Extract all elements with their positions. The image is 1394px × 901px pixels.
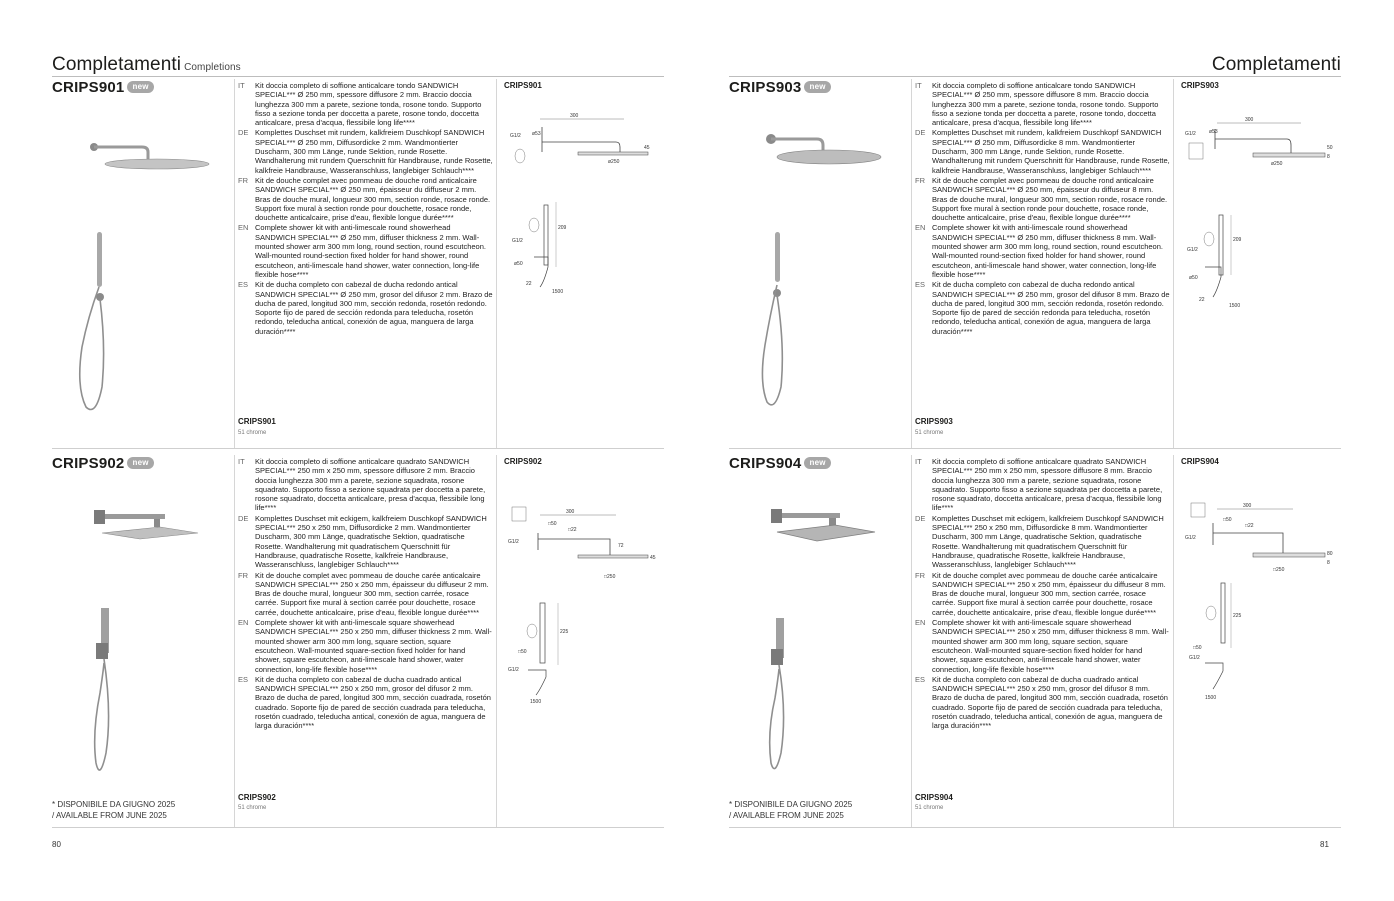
drawing-title: CRIPS901 bbox=[504, 81, 542, 90]
dim-arm: 300 bbox=[1243, 503, 1252, 509]
desc-it: Kit doccia completo di soffione anticalcare quadrato SANDWICH SPECIAL*** 250 mm x 250 mm, spessore diffusore 2 mm. Braccio doccia lunghezza 300 mm a parete, sezione squadrata, rosone squadrato. Supporto fisso a sezione squadrata per doccetta a parete, rosone squadrato, doccetta anticalcare, presa d'acqua, flessibile long life**** bbox=[255, 457, 486, 513]
square-shower-arm-photo bbox=[90, 503, 200, 543]
dim-hs-height: 209 bbox=[1233, 237, 1242, 243]
round-shower-arm-photo bbox=[82, 132, 212, 172]
model-code: CRIPS903 bbox=[915, 417, 953, 426]
lang-en: EN bbox=[238, 223, 249, 233]
availability-it: * DISPONIBILE DA GIUGNO 2025 bbox=[729, 800, 853, 809]
dim-arm: 300 bbox=[1245, 117, 1254, 123]
finish-label: 51 chrome bbox=[915, 430, 944, 436]
dim-small: □22 bbox=[1245, 523, 1254, 529]
dim-hose: 1500 bbox=[1229, 303, 1241, 309]
description-block bbox=[915, 457, 1170, 732]
dim-outlet: G1/2 bbox=[1185, 131, 1196, 137]
lang-fr: FR bbox=[238, 175, 248, 185]
model-code: CRIPS902 bbox=[238, 793, 276, 802]
lang-it: IT bbox=[238, 457, 245, 466]
dim-height: 50 bbox=[1327, 145, 1333, 151]
lang-de: DE bbox=[238, 128, 249, 138]
hand-shower-photo bbox=[90, 603, 130, 788]
model-code: CRIPS901 bbox=[238, 417, 276, 426]
desc-es: Kit de ducha completo con cabezal de ducha redondo antical SANDWICH SPECIAL*** Ø 250 mm, grosor del difusor 8 mm. Brazo de ducha de pared, longitud 300 mm, sección redonda, rosetón redondo. Soporte fijo de pared de sección redonda para teleducha, rosetón redondo, teleducha antical, conexión de agua, manguera de larga duración**** bbox=[932, 280, 1170, 336]
desc-de: Komplettes Duschset mit rundem, kalkfreiem Duschkopf SANDWICH SPECIAL*** Ø 250 mm, Diffusordicke 2 mm. Wandmontierter Duscharm, 300 mm Länge, runde Sektion, runde Rosette. Wandhalterung mit rundem Querschnitt für Handbrause, runde Rosette, kalkfreie Handbrause, Wasseranschluss, langlebiger Schlauch**** bbox=[255, 128, 493, 175]
desc-fr: Kit de douche complet avec pommeau de douche rond anticalcaire SANDWICH SPECIAL*** Ø 250 mm, épaisseur du diffuseur 8 mm. Bras de douche mural, longueur 300 mm, section ronde, rosace ronde. Support fixe mural à section ronde pour douchette, rosace ronde, douchette anticalcaire, prise d'eau, flexible longue durée**** bbox=[932, 175, 1168, 223]
availability-it: * DISPONIBILE DA GIUGNO 2025 bbox=[52, 800, 176, 809]
column-divider bbox=[911, 455, 912, 827]
dim-side: 8 bbox=[1327, 560, 1330, 566]
lang-it: IT bbox=[238, 81, 245, 90]
drawing-title: CRIPS903 bbox=[1181, 81, 1219, 90]
product-code: CRIPS904 new bbox=[729, 455, 831, 472]
lang-en: EN bbox=[915, 223, 926, 233]
availability-note bbox=[729, 799, 852, 821]
lang-de: DE bbox=[915, 513, 926, 523]
desc-fr: Kit de douche complet avec pommeau de douche carée anticalcaire SANDWICH SPECIAL*** 250 x 250 mm, épaisseur du diffuseur 2 mm. Bras de douche mural, longueur 300 mm, section carrée, rosace carrée. Support fixe mural à section carrée pour douchette, rosace carrée, douchette anticalcaire, prise d'eau, flexible longue durée**** bbox=[255, 570, 489, 617]
page-header bbox=[1212, 54, 1341, 76]
product-crips903 bbox=[729, 77, 1341, 449]
header-subtitle: Completions bbox=[184, 62, 241, 73]
desc-it: Kit doccia completo di soffione anticalcare tondo SANDWICH SPECIAL*** Ø 250 mm, spessore diffusore 2 mm. Braccio doccia lunghezza 300 mm a parete, sezione tonda, rosone tondo. Supporto fisso a sezione tonda per doccetta a parete, rosone tondo, doccetta anticalcare, presa d'acqua, flessibile long life**** bbox=[255, 81, 482, 128]
description-block bbox=[915, 81, 1170, 337]
hand-shower-photo bbox=[759, 227, 819, 417]
lang-fr: FR bbox=[915, 175, 925, 185]
header-title: Completamenti bbox=[52, 54, 182, 75]
dim-hose: 1500 bbox=[1205, 695, 1217, 701]
technical-drawing bbox=[1181, 503, 1331, 713]
column-divider bbox=[1173, 79, 1174, 448]
technical-drawing bbox=[1181, 115, 1331, 310]
desc-fr: Kit de douche complet avec pommeau de douche rond anticalcaire SANDWICH SPECIAL*** Ø 250 mm, épaisseur du diffuseur 2 mm. Bras de douche mural, longueur 300 mm, section ronde, rosace ronde. Support fixe mural à section ronde pour douchette, rosace ronde, douchette anticalcaire, prise d'eau, flexible longue durée**** bbox=[255, 175, 491, 223]
dim-hs-rosette: □50 bbox=[518, 649, 527, 655]
dim-hs-depth: 22 bbox=[1199, 297, 1205, 303]
new-badge: new bbox=[127, 457, 153, 469]
dim-hs-outlet: G1/2 bbox=[508, 667, 519, 673]
description-block bbox=[238, 81, 493, 337]
desc-it: Kit doccia completo di soffione anticalcare tondo SANDWICH SPECIAL*** Ø 250 mm, spessore diffusore 8 mm. Braccio doccia lunghezza 300 mm a parete, sezione tonda, rosone tondo. Supporto fisso a sezione tonda per doccetta a parete, rosone tondo, doccetta anticalcare, presa d'acqua, flessibile long life**** bbox=[932, 81, 1159, 128]
dim-height: 45 bbox=[644, 145, 650, 151]
new-badge: new bbox=[804, 457, 830, 469]
technical-drawing bbox=[504, 107, 654, 307]
dim-hs-height: 209 bbox=[558, 225, 567, 231]
dim-hs-outlet: G1/2 bbox=[512, 238, 523, 244]
lang-fr: FR bbox=[915, 570, 925, 580]
lang-es: ES bbox=[915, 674, 926, 684]
desc-es: Kit de ducha completo con cabezal de ducha cuadrado antical SANDWICH SPECIAL*** 250 x 250 mm, grosor del difusor 2 mm. Brazo de ducha de pared, longitud 300 mm, sección cuadrada, rosetón cuadrado. Soporte fijo de pared de sección cuadrada para teleducha, rosetón cuadrado, teleducha antical, conexión de agua, manguera de larga duración**** bbox=[255, 674, 491, 731]
lang-de: DE bbox=[238, 513, 249, 523]
dim-hs-outlet: G1/2 bbox=[1187, 247, 1198, 253]
dim-rosette: ø53 bbox=[1209, 129, 1218, 135]
dim-outlet: G1/2 bbox=[1185, 535, 1196, 541]
model-code: CRIPS904 bbox=[915, 793, 953, 802]
finish-label: 51 chrome bbox=[915, 805, 944, 811]
dim-hs-outlet: G1/2 bbox=[1189, 655, 1200, 661]
column-divider bbox=[1173, 455, 1174, 827]
description-block bbox=[238, 457, 493, 732]
dim-head: □250 bbox=[604, 574, 616, 580]
lang-fr: FR bbox=[238, 570, 248, 580]
lang-it: IT bbox=[915, 457, 922, 466]
desc-en: Complete shower kit with anti-limescale square showerhead SANDWICH SPECIAL*** 250 x 250 mm, diffuser thickness 2 mm. Wall-mounted shower arm 300 mm long, square section, square escutcheon. Wall-mounted square-section fixed holder for hand shower, square escutcheon, anti-limescale hand shower, water connection, long-life flexible hose**** bbox=[255, 618, 492, 674]
dim-rosette: □50 bbox=[548, 521, 557, 527]
desc-en: Complete shower kit with anti-limescale round showerhead SANDWICH SPECIAL*** Ø 250 mm, diffuser thickness 8 mm. Wall-mounted shower arm 300 mm long, round section, round escutcheon. Wall-mounted round-section fixed holder for hand shower, round escutcheon, anti-limescale hand shower, water connection, long-life flexible hose**** bbox=[932, 223, 1163, 279]
new-badge: new bbox=[127, 81, 153, 93]
square-shower-arm-photo bbox=[767, 501, 877, 546]
dim-side: 45 bbox=[650, 555, 656, 561]
header-title: Completamenti bbox=[1211, 54, 1341, 75]
technical-drawing bbox=[504, 505, 654, 715]
dim-hose: 1500 bbox=[530, 699, 542, 705]
dim-hs-depth: 22 bbox=[526, 281, 532, 287]
lang-it: IT bbox=[915, 81, 922, 90]
finish-label: 51 chrome bbox=[238, 805, 267, 811]
dim-hs-height: 225 bbox=[560, 629, 569, 635]
drawing-title: CRIPS904 bbox=[1181, 457, 1219, 466]
column-divider bbox=[496, 79, 497, 448]
lang-de: DE bbox=[915, 128, 926, 138]
dim-hose: 1500 bbox=[552, 289, 564, 295]
column-divider bbox=[911, 79, 912, 448]
new-badge: new bbox=[804, 81, 830, 93]
desc-en: Complete shower kit with anti-limescale round showerhead SANDWICH SPECIAL*** Ø 250 mm, diffuser thickness 2 mm. Wall-mounted shower arm 300 mm long, round section, round escutcheon. Wall-mounted round-section fixed holder for hand shower, round escutcheon, anti-limescale hand shower, water connection, long-life flexible hose**** bbox=[255, 223, 486, 279]
finish-label: 51 chrome bbox=[238, 430, 267, 436]
dim-outlet: G1/2 bbox=[508, 539, 519, 545]
dim-height: 72 bbox=[618, 543, 624, 549]
dim-head: □250 bbox=[1273, 567, 1285, 573]
lang-es: ES bbox=[238, 674, 249, 684]
column-divider bbox=[496, 455, 497, 827]
dim-hs-height: 225 bbox=[1233, 613, 1242, 619]
desc-fr: Kit de douche complet avec pommeau de douche carée anticalcaire SANDWICH SPECIAL*** 250 x 250 mm, épaisseur du diffuseur 8 mm. Bras de douche mural, longueur 300 mm, section carrée, rosace carrée. Support fixe mural à section carrée pour douchette, rosace carrée, douchette anticalcaire, prise d'eau, flexible longue durée**** bbox=[932, 570, 1166, 617]
product-crips902 bbox=[52, 453, 664, 828]
page-number: 80 bbox=[52, 840, 61, 849]
hand-shower-photo bbox=[765, 613, 805, 783]
dim-head: ø250 bbox=[608, 159, 620, 165]
dim-arm: 300 bbox=[566, 509, 575, 515]
dim-hs-rosette: ø50 bbox=[514, 261, 523, 267]
lang-en: EN bbox=[915, 618, 926, 628]
desc-es: Kit de ducha completo con cabezal de ducha redondo antical SANDWICH SPECIAL*** Ø 250 mm, grosor del difusor 2 mm. Brazo de ducha de pared, longitud 300 mm, sección redonda, rosetón redondo. Soporte fijo de pared de sección redonda para teleducha, rosetón redondo, teleducha antical, conexión de agua, manguera de larga duración**** bbox=[255, 280, 493, 336]
dim-outlet: G1/2 bbox=[510, 133, 521, 139]
dim-hs-rosette: ø50 bbox=[1189, 275, 1198, 281]
round-shower-arm-photo bbox=[763, 125, 888, 170]
desc-de: Komplettes Duschset mit eckigem, kalkfreiem Duschkopf SANDWICH SPECIAL*** 250 x 250 mm, Diffusordicke 2 mm. Wandmontierter Duscharm, 300 mm Länge, quadratische Sektion, quadratische Rosette. Wandhalterung mit quadratischem Querschnitt für Handbrause, quadratische Rosette, kalkfreie Handbrause, Wasseranschluss, langlebiger Schlauch**** bbox=[255, 513, 487, 570]
hand-shower-photo bbox=[72, 227, 132, 422]
desc-it: Kit doccia completo di soffione anticalcare quadrato SANDWICH SPECIAL*** 250 mm x 250 mm, spessore diffusore 8 mm. Braccio doccia lunghezza 300 mm a parete, sezione squadrata, rosone squadrato. Supporto fisso a sezione squadrata per doccetta a parete, rosone squadrato, doccetta anticalcare, presa d'acqua, flessibile long life**** bbox=[932, 457, 1163, 513]
dim-hs-rosette: □50 bbox=[1193, 645, 1202, 651]
product-crips904 bbox=[729, 453, 1341, 828]
right-page bbox=[697, 0, 1394, 901]
product-code: CRIPS902 new bbox=[52, 455, 154, 472]
drawing-title: CRIPS902 bbox=[504, 457, 542, 466]
product-crips901 bbox=[52, 77, 664, 449]
availability-note bbox=[52, 799, 175, 821]
dim-head: ø250 bbox=[1271, 161, 1283, 167]
desc-es: Kit de ducha completo con cabezal de ducha cuadrado antical SANDWICH SPECIAL*** 250 x 250 mm, grosor del difusor 8 mm. Brazo de ducha de pared, longitud 300 mm, sección cuadrada, rosetón cuadrado. Soporte fijo de pared de sección cuadrada para teleducha, rosetón cuadrado, teleducha antical, conexión de agua, manguera de larga duración**** bbox=[932, 674, 1168, 731]
dim-small: □22 bbox=[568, 527, 577, 533]
column-divider bbox=[234, 79, 235, 448]
column-divider bbox=[234, 455, 235, 827]
lang-en: EN bbox=[238, 618, 249, 628]
dim-rosette: □50 bbox=[1223, 517, 1232, 523]
desc-en: Complete shower kit with anti-limescale square showerhead SANDWICH SPECIAL*** 250 x 250 mm, diffuser thickness 8 mm. Wall-mounted shower arm 300 mm long, square section, square escutcheon. Wall-mounted square-section fixed holder for hand shower, square escutcheon, anti-limescale hand shower, water connection, long-life flexible hose**** bbox=[932, 618, 1169, 674]
desc-de: Komplettes Duschset mit eckigem, kalkfreiem Duschkopf SANDWICH SPECIAL*** 250 x 250 mm, Diffusordicke 8 mm. Wandmontierter Duscharm, 300 mm Länge, quadratische Sektion, quadratische Rosette. Wandhalterung mit quadratischem Querschnitt für Handbrause, quadratische Rosette, kalkfreie Handbrause, Wasseranschluss, langlebiger Schlauch**** bbox=[932, 513, 1164, 570]
availability-en: / AVAILABLE FROM JUNE 2025 bbox=[52, 811, 167, 820]
desc-de: Komplettes Duschset mit rundem, kalkfreiem Duschkopf SANDWICH SPECIAL*** Ø 250 mm, Diffusordicke 8 mm. Wandmontierter Duscharm, 300 mm Länge, runde Sektion, runde Rosette. Wandhalterung mit rundem Querschnitt für Handbrause, runde Rosette, kalkfreie Handbrause, Wasseranschluss, langlebiger Schlauch**** bbox=[932, 128, 1170, 175]
lang-es: ES bbox=[915, 280, 926, 290]
dim-height: 80 bbox=[1327, 551, 1333, 557]
dim-rosette: ø53 bbox=[532, 131, 541, 137]
page-number: 81 bbox=[1320, 840, 1329, 849]
dim-arm: 300 bbox=[570, 113, 579, 119]
product-code: CRIPS903 new bbox=[729, 79, 831, 96]
availability-en: / AVAILABLE FROM JUNE 2025 bbox=[729, 811, 844, 820]
dim-side: 8 bbox=[1327, 154, 1330, 160]
page-header bbox=[52, 54, 241, 76]
lang-es: ES bbox=[238, 280, 249, 290]
product-code: CRIPS901 new bbox=[52, 79, 154, 96]
